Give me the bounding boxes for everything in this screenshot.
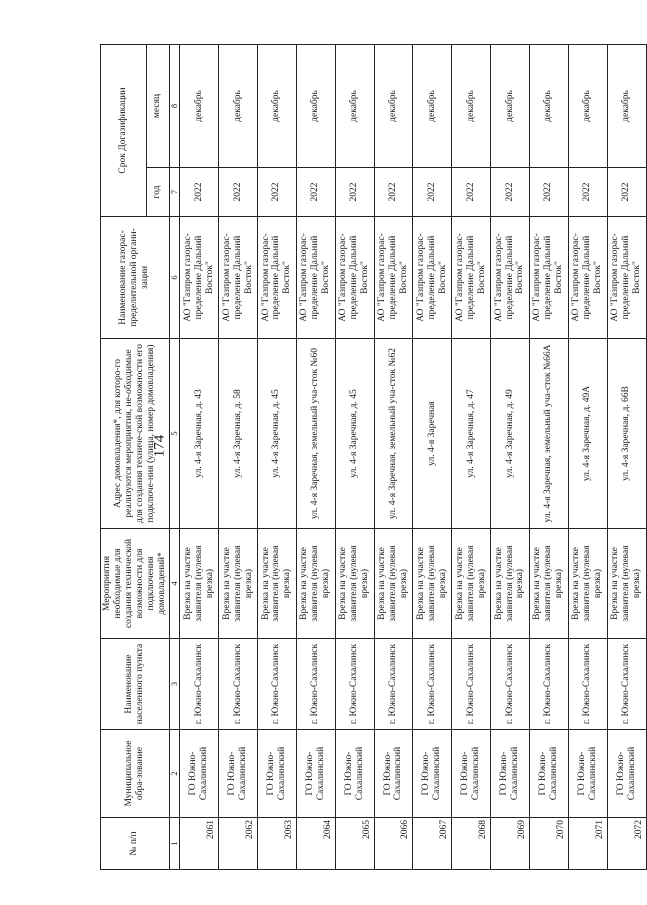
settlement-cell: г. Южно-Сахалинск — [296, 639, 335, 730]
table-row — [529, 45, 568, 870]
municipality-cell: ГО Южно-Сахалинский — [452, 730, 491, 818]
row-number: 2067 — [413, 818, 452, 870]
year-cell: 2022 — [180, 168, 219, 217]
organization-cell: АО "Газпром газорас-пределение Дальний Восток" — [529, 217, 568, 339]
event-cell: Врезка на участке заявителя (нулевая врезка) — [296, 529, 335, 639]
row-number: 2072 — [607, 818, 646, 870]
settlement-cell: г. Южно-Сахалинск — [413, 639, 452, 730]
year-cell: 2022 — [413, 168, 452, 217]
column-number: 2 — [169, 730, 180, 818]
table-row — [491, 45, 530, 870]
header-events: Мероприятия необходимые для создания технической возможности для подключения домовладений* — [101, 529, 170, 639]
address-cell: ул. 4-я Заречная — [413, 339, 452, 529]
address-cell: ул. 4-я Заречная, д. 47 — [452, 339, 491, 529]
table-row — [180, 45, 219, 870]
year-cell: 2022 — [568, 168, 607, 217]
address-cell: ул. 4-я Заречная, д. 49А — [568, 339, 607, 529]
organization-cell: АО "Газпром газорас-пределение Дальний Восток" — [413, 217, 452, 339]
row-number: 2065 — [335, 818, 374, 870]
event-cell: Врезка на участке заявителя (нулевая врезка) — [607, 529, 646, 639]
address-cell: ул. 4-я Заречная, земельный уча-сток №66А — [529, 339, 568, 529]
municipality-cell: ГО Южно-Сахалинский — [491, 730, 530, 818]
settlement-cell: г. Южно-Сахалинск — [180, 639, 219, 730]
settlement-cell: г. Южно-Сахалинск — [529, 639, 568, 730]
organization-cell: АО "Газпром газорас-пределение Дальний Восток" — [219, 217, 258, 339]
year-cell: 2022 — [529, 168, 568, 217]
address-cell: ул. 4-я Заречная, д. 66В — [607, 339, 646, 529]
table-row — [219, 45, 258, 870]
row-number: 2063 — [257, 818, 296, 870]
settlement-cell: г. Южно-Сахалинск — [491, 639, 530, 730]
organization-cell: АО "Газпром газорас-пределение Дальний Восток" — [452, 217, 491, 339]
settlement-cell: г. Южно-Сахалинск — [568, 639, 607, 730]
address-cell: ул. 4-я Заречная, д. 45 — [257, 339, 296, 529]
table-wrapper — [100, 45, 644, 870]
settlement-cell: г. Южно-Сахалинск — [219, 639, 258, 730]
address-cell: ул. 4-я Заречная, д. 49 — [491, 339, 530, 529]
municipality-cell: ГО Южно-Сахалинский — [374, 730, 413, 818]
month-cell: декабрь — [452, 45, 491, 168]
organization-cell: АО "Газпром газорас-пределение Дальний Восток" — [607, 217, 646, 339]
municipality-cell: ГО Южно-Сахалинский — [219, 730, 258, 818]
row-number: 2071 — [568, 818, 607, 870]
row-number: 2061 — [180, 818, 219, 870]
table-body — [180, 45, 646, 870]
row-number: 2069 — [491, 818, 530, 870]
column-number: 7 — [169, 168, 180, 217]
month-cell: декабрь — [529, 45, 568, 168]
year-cell: 2022 — [607, 168, 646, 217]
month-cell: декабрь — [568, 45, 607, 168]
row-number: 2064 — [296, 818, 335, 870]
settlement-cell: г. Южно-Сахалинск — [607, 639, 646, 730]
event-cell: Врезка на участке заявителя (нулевая врезка) — [374, 529, 413, 639]
address-cell: ул. 4-я Заречная, земельный уча-сток №62 — [374, 339, 413, 529]
table-row — [335, 45, 374, 870]
settlement-cell: г. Южно-Сахалинск — [374, 639, 413, 730]
table-row — [607, 45, 646, 870]
organization-cell: АО "Газпром газорас-пределение Дальний Восток" — [257, 217, 296, 339]
header-settlement: Наименование населенного пункта — [101, 639, 170, 730]
row-number: 2068 — [452, 818, 491, 870]
table-row — [568, 45, 607, 870]
settlement-cell: г. Южно-Сахалинск — [452, 639, 491, 730]
month-cell: декабрь — [296, 45, 335, 168]
event-cell: Врезка на участке заявителя (нулевая врезка) — [529, 529, 568, 639]
event-cell: Врезка на участке заявителя (нулевая врезка) — [413, 529, 452, 639]
gasification-table — [100, 44, 647, 870]
municipality-cell: ГО Южно-Сахалинский — [180, 730, 219, 818]
year-cell: 2022 — [219, 168, 258, 217]
column-number: 6 — [169, 217, 180, 339]
municipality-cell: ГО Южно-Сахалинский — [335, 730, 374, 818]
month-cell: декабрь — [257, 45, 296, 168]
settlement-cell: г. Южно-Сахалинск — [335, 639, 374, 730]
row-number: 2070 — [529, 818, 568, 870]
row-number: 2062 — [219, 818, 258, 870]
header-organization: Наименование газорас-пределительной органи-зации — [101, 217, 170, 339]
municipality-cell: ГО Южно-Сахалинский — [413, 730, 452, 818]
column-number: 1 — [169, 818, 180, 870]
event-cell: Врезка на участке заявителя (нулевая врезка) — [335, 529, 374, 639]
year-cell: 2022 — [491, 168, 530, 217]
header-month: месяц — [146, 45, 169, 168]
header-address: Адрес домовладения*, для которо-го реализуются мероприятия, не-обходимые для создания техниче-ской возможности его подключе-ния (улица, номер домовладения) — [101, 339, 170, 529]
municipality-cell: ГО Южно-Сахалинский — [296, 730, 335, 818]
year-cell: 2022 — [257, 168, 296, 217]
year-cell: 2022 — [374, 168, 413, 217]
table-row — [452, 45, 491, 870]
year-cell: 2022 — [296, 168, 335, 217]
header-year: год — [146, 168, 169, 217]
column-number: 4 — [169, 529, 180, 639]
year-cell: 2022 — [335, 168, 374, 217]
header-row — [101, 45, 147, 870]
table-row — [296, 45, 335, 870]
column-number: 5 — [169, 339, 180, 529]
event-cell: Врезка на участке заявителя (нулевая врезка) — [257, 529, 296, 639]
event-cell: Врезка на участке заявителя (нулевая врезка) — [219, 529, 258, 639]
organization-cell: АО "Газпром газорас-пределение Дальний Восток" — [374, 217, 413, 339]
table-row — [374, 45, 413, 870]
column-number: 3 — [169, 639, 180, 730]
municipality-cell: ГО Южно-Сахалинский — [607, 730, 646, 818]
table-row — [413, 45, 452, 870]
municipality-cell: ГО Южно-Сахалинский — [257, 730, 296, 818]
header-municipality: Муниципальное обра-зование — [101, 730, 170, 818]
address-cell: ул. 4-я Заречная, земельный уча-сток №60 — [296, 339, 335, 529]
event-cell: Врезка на участке заявителя (нулевая врезка) — [452, 529, 491, 639]
organization-cell: АО "Газпром газорас-пределение Дальний Восток" — [335, 217, 374, 339]
month-cell: декабрь — [491, 45, 530, 168]
address-cell: ул. 4-я Заречная, д. 45 — [335, 339, 374, 529]
address-cell: ул. 4-я Заречная, д. 43 — [180, 339, 219, 529]
month-cell: декабрь — [413, 45, 452, 168]
column-number: 8 — [169, 45, 180, 168]
organization-cell: АО "Газпром газорас-пределение Дальний Восток" — [491, 217, 530, 339]
table-row — [257, 45, 296, 870]
month-cell: декабрь — [374, 45, 413, 168]
header-deadline: Срок Догазификации — [101, 45, 147, 217]
month-cell: декабрь — [219, 45, 258, 168]
event-cell: Врезка на участке заявителя (нулевая врезка) — [180, 529, 219, 639]
month-cell: декабрь — [335, 45, 374, 168]
organization-cell: АО "Газпром газорас-пределение Дальний Восток" — [568, 217, 607, 339]
month-cell: декабрь — [180, 45, 219, 168]
header-pp: № п/п — [101, 818, 170, 870]
row-number: 2066 — [374, 818, 413, 870]
column-numbers-row — [169, 45, 180, 870]
event-cell: Врезка на участке заявителя (нулевая врезка) — [568, 529, 607, 639]
organization-cell: АО "Газпром газорас-пределение Дальний Восток" — [296, 217, 335, 339]
event-cell: Врезка на участке заявителя (нулевая врезка) — [491, 529, 530, 639]
municipality-cell: ГО Южно-Сахалинский — [529, 730, 568, 818]
settlement-cell: г. Южно-Сахалинск — [257, 639, 296, 730]
year-cell: 2022 — [452, 168, 491, 217]
page-number: 174 — [151, 434, 168, 458]
month-cell: декабрь — [607, 45, 646, 168]
address-cell: ул. 4-я Заречная, д. 58 — [219, 339, 258, 529]
municipality-cell: ГО Южно-Сахалинский — [568, 730, 607, 818]
organization-cell: АО "Газпром газорас-пределение Дальний Восток" — [180, 217, 219, 339]
